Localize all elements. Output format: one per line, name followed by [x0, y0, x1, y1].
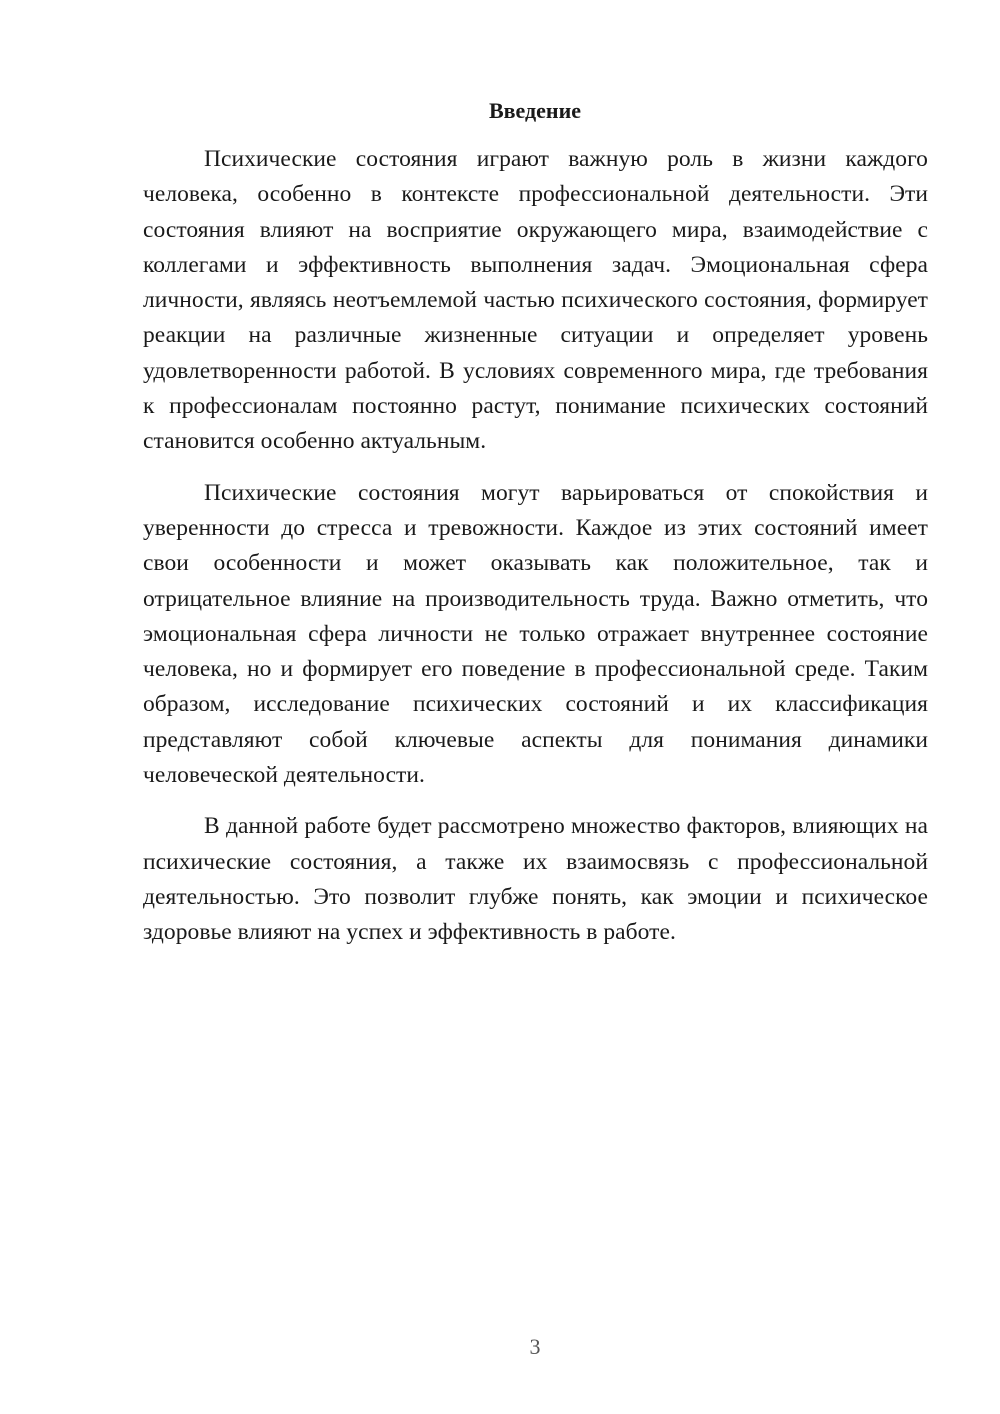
page-number: 3 — [529, 1334, 541, 1359]
section-heading: Введение — [488, 98, 582, 123]
paragraph-2: Психические состояния могут варьироваться от спокойствия и уверенности до стресса и тревожности. Каждое из этих состояний имеет свои особенности и может оказывать как положительное, так и отрицательное влияние на производительность труда. Важно отметить, что эмоциональная сфера личности не только отражает внутреннее состояние человека, но и формирует его поведение в профессиональной среде. Таким образом, исследование психических состояний и их классификация представляют собой ключевые аспекты для понимания динамики человеческой деятельности. — [143, 479, 928, 789]
body-text — [143, 142, 928, 951]
paragraph-3: В данной работе будет рассмотрено множество факторов, влияющих на психические состояния, а также их взаимосвязь с профессиональной деятельностью. Это позволит глубже понять, как эмоции и психическое здоровье влияют на успех и эффективность в работе. — [143, 813, 928, 946]
paragraph-1: Психические состояния играют важную роль в жизни каждого человека, особенно в контексте профессиональной деятельности. Эти состояния влияют на восприятие окружающего мира, взаимодействие с коллегами и эффективность выполнения задач. Эмоциональная сфера личности, являясь неотъемлемой частью психического состояния, формирует реакции на различные жизненные ситуации и определяет уровень удовлетворенности работой. В условиях современного мира, где требования к профессионалам постоянно растут, понимание психических состояний становится особенно актуальным. — [143, 146, 928, 455]
